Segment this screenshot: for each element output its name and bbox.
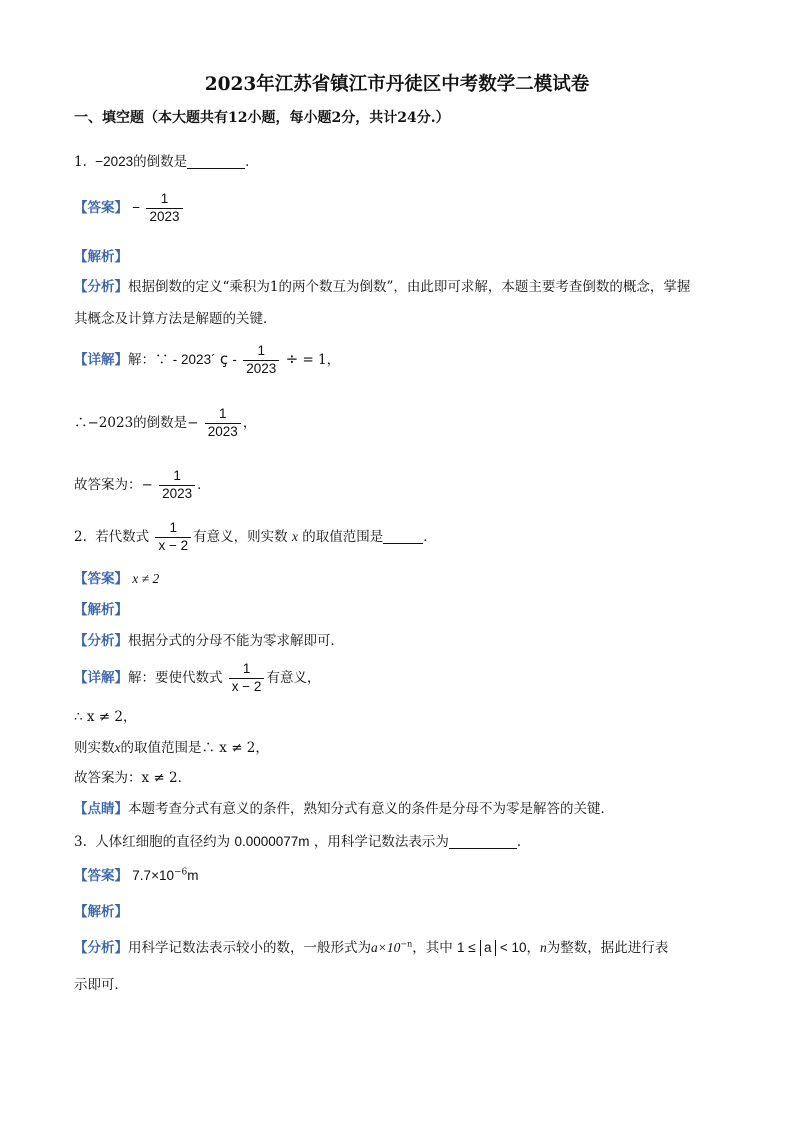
question-number: 1. <box>74 154 87 170</box>
fraction <box>159 469 195 502</box>
right-paren-glyph: ÷ <box>285 349 299 368</box>
final-row-1 <box>74 469 211 502</box>
fenxi-row-1-cont <box>74 307 277 327</box>
fraction <box>229 662 265 695</box>
punctuation: ． <box>245 154 259 170</box>
minus-sign: - <box>232 351 237 367</box>
dianjing-text: 本题考查分式有意义的条件，熟知分式有意义的条件是分母不为零是解答的关键． <box>128 801 614 817</box>
detail-tag: 【详解】 <box>74 669 128 686</box>
fenxi-text: 其概念及计算方法是解题的关键． <box>74 311 277 327</box>
document-title: 2023年江苏省镇江市丹徒区中考数学二模试卷 <box>204 74 590 95</box>
punctuation: ． <box>197 476 211 493</box>
analysis-tag: 【解析】 <box>74 249 128 265</box>
question-text: 有意义，则实数 <box>193 528 288 545</box>
unit: m <box>187 868 199 883</box>
question-1 <box>74 150 259 170</box>
fraction-denominator: 2023 <box>205 423 241 440</box>
fraction-denominator: x − 2 <box>155 537 191 554</box>
fraction-numerator: 1 <box>219 406 227 421</box>
formula: a×10 <box>371 940 401 955</box>
answer-blank <box>449 834 517 849</box>
fenxi-tag: 【分析】 <box>74 940 128 956</box>
math-expression: - 2023´ <box>172 351 216 367</box>
punctuation: ． <box>516 834 531 850</box>
fenxi-tag: 【分析】 <box>74 633 128 649</box>
therefore-row-1 <box>74 407 256 440</box>
therefore-text: ∴−2023的倒数是− <box>74 414 199 431</box>
step-text: 的取值范围是∴ x ≠ 2， <box>120 740 269 756</box>
fraction <box>205 407 241 440</box>
fraction-denominator: 2023 <box>159 485 195 502</box>
fraction-denominator: 2023 <box>243 360 279 377</box>
answer-sign: − <box>132 199 141 215</box>
dianjing-tag: 【点睛】 <box>74 801 128 817</box>
step-row-2b <box>74 736 269 756</box>
absolute-value: a <box>480 940 496 956</box>
answer-blank <box>383 529 423 544</box>
fenxi-row-1 <box>74 275 690 295</box>
answer-value: 7.7×10 <box>132 868 174 883</box>
detail-text: 解：要使代数式 <box>128 669 223 686</box>
detail-row-2 <box>74 662 320 695</box>
fenxi-row-2 <box>74 629 344 649</box>
fenxi-text: ， <box>526 940 540 956</box>
punctuation: ． <box>423 528 437 545</box>
fenxi-text: 用科学记数法表示较小的数，一般形式为 <box>128 940 371 956</box>
final-text: 故答案为：− <box>74 476 153 493</box>
fraction <box>243 344 279 377</box>
question-number: 3. <box>74 834 87 850</box>
fraction-numerator: 1 <box>173 468 181 483</box>
exponent: −n <box>400 939 413 949</box>
detail-text: 有意义， <box>266 669 321 686</box>
left-paren-glyph: ç <box>219 349 229 368</box>
fraction-denominator: 2023 <box>146 208 182 225</box>
detail-row-1 <box>74 344 340 377</box>
math-expression: −2023 <box>95 154 134 169</box>
answer-row-2 <box>74 567 159 587</box>
variable: x <box>291 528 298 544</box>
detail-tag: 【详解】 <box>74 351 128 368</box>
question-text: ，用科学记数法表示为 <box>313 834 449 850</box>
inequality: < 10 <box>499 940 527 955</box>
analysis-row-3 <box>74 900 128 920</box>
inequality: 1 ≤ <box>457 940 476 955</box>
fenxi-text: 为整数，据此进行表 <box>546 940 669 956</box>
variable: n <box>539 940 547 955</box>
analysis-row-2 <box>74 598 128 618</box>
answer-tag: 【答案】 <box>74 868 128 884</box>
answer-blank <box>187 154 245 169</box>
analysis-tag: 【解析】 <box>74 602 128 618</box>
fenxi-row-3 <box>74 936 668 956</box>
fenxi-text: 根据分式的分母不能为零求解即可． <box>128 633 344 649</box>
step-text: 则实数 <box>74 740 115 756</box>
step-text: ∴ x ≠ 2， <box>74 709 137 725</box>
fenxi-text: 示即可． <box>74 977 128 993</box>
equals-result: = 1， <box>302 351 341 368</box>
fraction-numerator: 1 <box>257 343 265 358</box>
analysis-row-1 <box>74 245 128 265</box>
question-text: 人体红细胞的直径约为 <box>95 834 231 850</box>
question-number: 2. <box>74 528 87 545</box>
measurement-value: 0.0000077m <box>234 834 310 849</box>
question-text: 若代数式 <box>95 528 150 545</box>
fraction-numerator: 1 <box>160 191 169 206</box>
analysis-tag: 【解析】 <box>74 904 128 920</box>
question-2 <box>74 521 437 554</box>
fraction-numerator: 1 <box>242 661 251 676</box>
fenxi-text: 根据倒数的定义“乘积为1的两个数互为倒数”，由此即可求解，本题主要考查倒数的概念，掌握 <box>128 279 691 295</box>
dianjing-row-2 <box>74 797 614 817</box>
variable: x <box>114 740 121 755</box>
answer-row-1 <box>74 192 185 225</box>
detail-text: 解：∵ <box>128 351 169 368</box>
fenxi-tag: 【分析】 <box>74 279 128 295</box>
fraction <box>155 521 191 554</box>
question-3 <box>74 830 530 850</box>
question-text: 的取值范围是 <box>302 528 384 545</box>
question-text: 的倒数是 <box>133 154 188 170</box>
fraction <box>146 192 182 225</box>
final-text: 故答案为：x ≠ 2． <box>74 770 192 786</box>
answer-row-3 <box>74 864 199 884</box>
step-row-2a <box>74 705 136 725</box>
answer-tag: 【答案】 <box>74 199 128 216</box>
section-heading: 一、填空题（本大题共有12小题，每小题2分，共计24分.） <box>74 110 450 126</box>
answer-value: x ≠ 2 <box>132 571 160 586</box>
fenxi-text: ，其中 <box>412 940 453 956</box>
fraction-numerator: 1 <box>169 520 178 535</box>
punctuation: ， <box>242 414 257 431</box>
answer-tag: 【答案】 <box>74 571 128 587</box>
fraction-denominator: x − 2 <box>229 678 265 695</box>
final-row-2 <box>74 766 191 786</box>
exponent: −6 <box>173 867 188 878</box>
fenxi-row-3-cont <box>74 973 128 993</box>
